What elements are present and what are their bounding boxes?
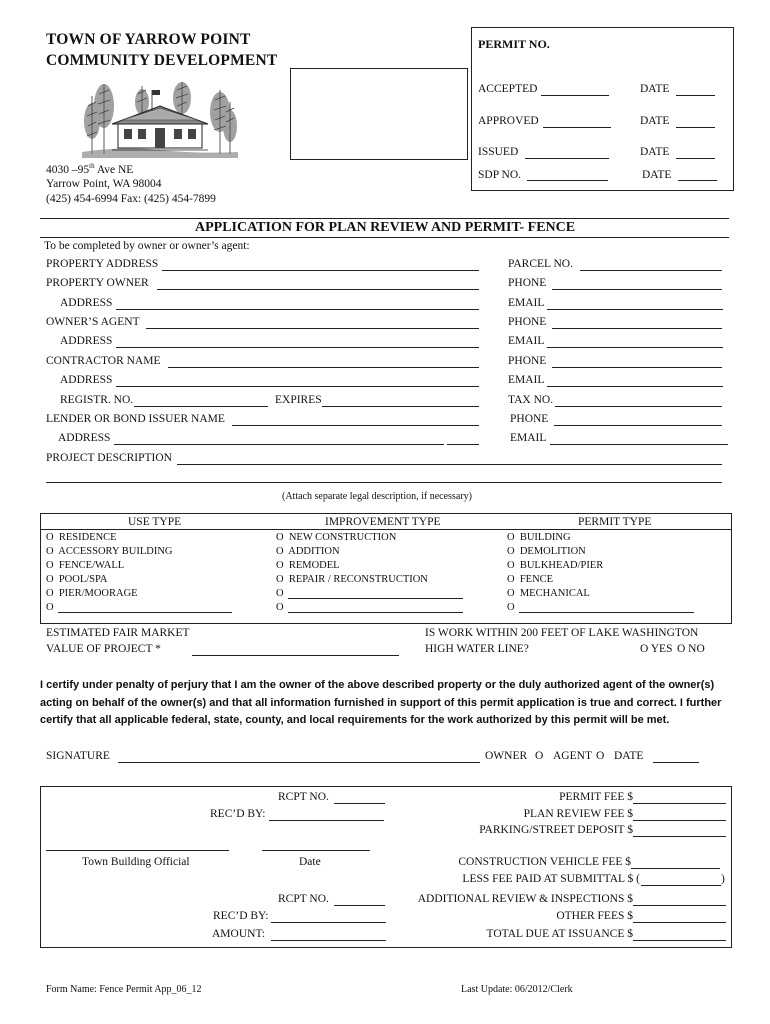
permit-bulkhead-pier[interactable] xyxy=(507,560,603,571)
owner-phone-label: PHONE xyxy=(508,277,547,289)
radio-icon: O xyxy=(507,560,515,571)
lender-email-label: EMAIL xyxy=(510,432,547,444)
approved-label: APPROVED xyxy=(478,115,539,127)
recd-by-label-2: REC’D BY: xyxy=(213,910,269,922)
owner-address-label: ADDRESS xyxy=(60,297,113,309)
owner-phone-line[interactable] xyxy=(552,289,722,290)
contractor-address-label: ADDRESS xyxy=(60,374,113,386)
radio-icon: O xyxy=(507,574,515,585)
use-residence[interactable] xyxy=(46,532,117,543)
official-date-line[interactable] xyxy=(262,850,370,851)
radio-icon: O xyxy=(46,546,54,557)
use-accessory-building-label: ACCESSORY BUILDING xyxy=(58,546,173,557)
improvement-repair-label: REPAIR / RECONSTRUCTION xyxy=(288,574,428,585)
signature-date-label: DATE xyxy=(614,750,644,762)
lender-email-line[interactable] xyxy=(550,444,728,445)
agent-phone-line[interactable] xyxy=(552,328,722,329)
improvement-remodel-label: REMODEL xyxy=(288,560,340,571)
lake-no-option[interactable]: O NO xyxy=(677,643,705,655)
stamp-box xyxy=(290,68,468,160)
value-line[interactable] xyxy=(192,655,399,656)
address-sup: th xyxy=(89,162,95,170)
additional-review-line[interactable] xyxy=(633,905,726,906)
recd-by-line-2[interactable] xyxy=(271,922,386,923)
project-description-line[interactable] xyxy=(177,464,722,465)
last-update-footer: Last Update: 06/2012/Clerk xyxy=(461,984,573,995)
project-description-line-2[interactable] xyxy=(46,482,722,483)
org-name-line1: TOWN OF YARROW POINT xyxy=(46,31,251,48)
expires-label: EXPIRES xyxy=(275,394,322,406)
expires-line[interactable] xyxy=(322,406,479,407)
owner-option[interactable]: O xyxy=(535,750,544,762)
radio-icon: O xyxy=(507,546,515,557)
improvement-repair[interactable] xyxy=(276,574,428,585)
official-date-label: Date xyxy=(299,856,321,868)
sdp-date-label: DATE xyxy=(642,169,672,181)
town-address xyxy=(46,162,133,176)
construction-vehicle-fee-line[interactable] xyxy=(631,868,720,869)
improvement-type-header: IMPROVEMENT TYPE xyxy=(325,516,441,528)
additional-review-label: ADDITIONAL REVIEW & INSPECTIONS $ xyxy=(417,893,633,905)
improvement-other-2-line[interactable] xyxy=(288,612,463,613)
radio-icon: O xyxy=(46,602,54,613)
radio-icon: O xyxy=(276,588,284,599)
official-label: Town Building Official xyxy=(82,856,190,868)
contractor-email-line[interactable] xyxy=(547,386,723,387)
permit-bulkhead-pier-label: BULKHEAD/PIER xyxy=(519,560,604,571)
approved-line[interactable] xyxy=(543,127,611,128)
town-hall-logo xyxy=(82,76,238,158)
property-owner-label: PROPERTY OWNER xyxy=(46,277,149,289)
improvement-remodel[interactable] xyxy=(276,560,340,571)
improvement-new-construction-label: NEW CONSTRUCTION xyxy=(288,532,397,543)
org-name-line2: COMMUNITY DEVELOPMENT xyxy=(46,52,278,69)
agent-address-line[interactable] xyxy=(116,347,479,348)
permit-fee-line[interactable] xyxy=(633,803,726,804)
radio-icon: O xyxy=(46,560,54,571)
use-pier-moorage-label: PIER/MOORAGE xyxy=(58,588,138,599)
address-prefix: 4030 –95 xyxy=(46,163,90,176)
type-box-header-rule xyxy=(41,529,731,530)
contractor-name-line[interactable] xyxy=(168,367,479,368)
rcpt-no-label-2: RCPT NO. xyxy=(278,893,329,905)
instruction-text: To be completed by owner or owner’s agent: xyxy=(44,240,250,252)
lake-question-line1: IS WORK WITHIN 200 FEET OF LAKE WASHINGTON xyxy=(425,627,699,639)
approved-date-line[interactable] xyxy=(676,127,715,128)
radio-icon: O xyxy=(507,588,515,599)
owner-email-line[interactable] xyxy=(547,309,723,310)
use-pool-spa[interactable] xyxy=(46,574,107,585)
rcpt-no-label-1: RCPT NO. xyxy=(278,791,329,803)
permit-type-header: PERMIT TYPE xyxy=(578,516,652,528)
less-fee-paid-label: LESS FEE PAID AT SUBMITTAL $ ( xyxy=(462,873,640,885)
lender-phone-label: PHONE xyxy=(510,413,549,425)
lender-line[interactable] xyxy=(232,425,479,426)
use-fence-wall[interactable] xyxy=(46,560,124,571)
parking-deposit-label: PARKING/STREET DEPOSIT $ xyxy=(479,824,633,836)
contractor-email-label: EMAIL xyxy=(508,374,545,386)
agent-email-label: EMAIL xyxy=(508,335,545,347)
agent-email-line[interactable] xyxy=(547,347,723,348)
accepted-label: ACCEPTED xyxy=(478,83,538,95)
project-description-label: PROJECT DESCRIPTION xyxy=(46,452,172,464)
radio-icon: O xyxy=(46,588,54,599)
amount-line[interactable] xyxy=(271,940,386,941)
owner-option-label: OWNER xyxy=(485,750,528,762)
tax-no-line[interactable] xyxy=(555,406,722,407)
contractor-address-line[interactable] xyxy=(116,386,479,387)
other-fees-line[interactable] xyxy=(633,922,726,923)
radio-icon: O xyxy=(276,602,284,613)
radio-icon: O xyxy=(276,574,284,585)
contractor-name-label: CONTRACTOR NAME xyxy=(46,355,161,367)
certification-text: I certify under penalty of perjury that I am the owner of the above described property or the duly authorized agent of the owner(s) acting on behalf of the owner(s) and that all information furnished in support of this permit application is true and correct. I further certify that all applicable federal, state, county, and local requirements for the work authorized by this permit will be met. xyxy=(40,679,722,726)
owner-email-label: EMAIL xyxy=(508,297,545,309)
owners-agent-line[interactable] xyxy=(146,328,479,329)
lender-phone-line[interactable] xyxy=(554,425,722,426)
parcel-no-line[interactable] xyxy=(580,270,722,271)
permit-demolition[interactable] xyxy=(507,546,586,557)
address-suffix: Ave NE xyxy=(94,163,134,176)
signature-date-line[interactable] xyxy=(653,762,699,763)
sdp-date-line[interactable] xyxy=(678,180,717,181)
permit-fee-label: PERMIT FEE $ xyxy=(559,791,633,803)
registr-no-label: REGISTR. NO. xyxy=(60,394,134,406)
lake-yes-option[interactable]: O YES xyxy=(640,643,673,655)
radio-icon: O xyxy=(507,602,515,613)
construction-vehicle-fee-label: CONSTRUCTION VEHICLE FEE $ xyxy=(458,856,631,868)
use-other-line[interactable] xyxy=(58,612,232,613)
rcpt-no-line-2[interactable] xyxy=(334,905,385,906)
permit-building[interactable] xyxy=(507,532,571,543)
permit-other-line[interactable] xyxy=(519,612,694,613)
sdp-no-line[interactable] xyxy=(527,180,608,181)
parcel-no-label: PARCEL NO. xyxy=(508,258,573,270)
use-pier-moorage[interactable] xyxy=(46,588,138,599)
town-city: Yarrow Point, WA 98004 xyxy=(46,178,162,190)
form-name-footer: Form Name: Fence Permit App_06_12 xyxy=(46,984,202,995)
registr-no-line[interactable] xyxy=(134,406,268,407)
agent-address-label: ADDRESS xyxy=(60,335,113,347)
property-address-line[interactable] xyxy=(162,270,479,271)
sdp-no-label: SDP NO. xyxy=(478,169,522,181)
plan-review-fee-label: PLAN REVIEW FEE $ xyxy=(523,808,633,820)
amount-label: AMOUNT: xyxy=(212,928,266,940)
value-label-line1: ESTIMATED FAIR MARKET xyxy=(46,627,190,639)
property-address-label: PROPERTY ADDRESS xyxy=(46,258,159,270)
agent-phone-label: PHONE xyxy=(508,316,547,328)
use-accessory-building[interactable] xyxy=(46,546,173,557)
signature-label: SIGNATURE xyxy=(46,750,110,762)
official-signature-line[interactable] xyxy=(46,850,229,851)
use-residence-label: RESIDENCE xyxy=(58,532,117,543)
accepted-line[interactable] xyxy=(541,95,609,96)
use-type-header: USE TYPE xyxy=(128,516,182,528)
total-due-line[interactable] xyxy=(633,940,726,941)
owner-address-line[interactable] xyxy=(116,309,479,310)
lake-question-line2: HIGH WATER LINE? xyxy=(425,643,529,655)
signature-line[interactable] xyxy=(118,762,480,763)
radio-icon: O xyxy=(46,532,54,543)
agent-option[interactable]: O xyxy=(596,750,605,762)
lender-address-line[interactable] xyxy=(114,444,444,445)
permit-demolition-label: DEMOLITION xyxy=(519,546,586,557)
permit-mechanical-label: MECHANICAL xyxy=(519,588,590,599)
less-fee-paid-close: ) xyxy=(721,873,725,885)
improvement-addition-label: ADDITION xyxy=(288,546,340,557)
contractor-phone-label: PHONE xyxy=(508,355,547,367)
lender-label: LENDER OR BOND ISSUER NAME xyxy=(46,413,225,425)
issued-date-label: DATE xyxy=(640,146,670,158)
use-pool-spa-label: POOL/SPA xyxy=(58,574,108,585)
approved-date-label: DATE xyxy=(640,115,670,127)
parking-deposit-line[interactable] xyxy=(633,836,726,837)
lender-address-label: ADDRESS xyxy=(58,432,111,444)
radio-icon: O xyxy=(276,560,284,571)
radio-icon: O xyxy=(507,532,515,543)
improvement-other-1[interactable] xyxy=(276,588,284,599)
improvement-other-2[interactable] xyxy=(276,602,284,613)
permit-building-label: BUILDING xyxy=(519,532,571,543)
contractor-phone-line[interactable] xyxy=(552,367,722,368)
form-title: APPLICATION FOR PLAN REVIEW AND PERMIT- FENCE xyxy=(195,220,576,235)
other-fees-label: OTHER FEES $ xyxy=(556,910,633,922)
accepted-date-label: DATE xyxy=(640,83,670,95)
use-fence-wall-label: FENCE/WALL xyxy=(58,560,125,571)
permit-other[interactable] xyxy=(507,602,515,613)
issued-date-line[interactable] xyxy=(676,158,715,159)
value-label-line2: VALUE OF PROJECT * xyxy=(46,643,161,655)
permit-mechanical[interactable] xyxy=(507,588,590,599)
radio-icon: O xyxy=(276,546,284,557)
permit-fence-label: FENCE xyxy=(519,574,554,585)
plan-review-fee-line[interactable] xyxy=(633,820,726,821)
improvement-other-1-line[interactable] xyxy=(288,598,463,599)
agent-option-label: AGENT xyxy=(553,750,592,762)
radio-icon: O xyxy=(276,532,284,543)
town-contact: (425) 454-6994 Fax: (425) 454-7899 xyxy=(46,193,216,205)
total-due-label: TOTAL DUE AT ISSUANCE $ xyxy=(486,928,633,940)
rcpt-no-line-1[interactable] xyxy=(334,803,385,804)
lender-address-line-2[interactable] xyxy=(447,444,479,445)
attach-note: (Attach separate legal description, if necessary) xyxy=(282,491,472,502)
issued-label: ISSUED xyxy=(478,146,519,158)
owners-agent-label: OWNER’S AGENT xyxy=(46,316,140,328)
accepted-date-line[interactable] xyxy=(676,95,715,96)
improvement-addition[interactable] xyxy=(276,546,340,557)
less-fee-paid-line[interactable] xyxy=(641,885,721,886)
issued-line[interactable] xyxy=(525,158,609,159)
use-other[interactable] xyxy=(46,602,54,613)
tax-no-label: TAX NO. xyxy=(508,394,554,406)
property-owner-line[interactable] xyxy=(157,289,479,290)
recd-by-line-1[interactable] xyxy=(269,820,384,821)
improvement-new-construction[interactable] xyxy=(276,532,396,543)
permit-fence[interactable] xyxy=(507,574,553,585)
radio-icon: O xyxy=(46,574,54,585)
permit-no-label: PERMIT NO. xyxy=(478,37,550,51)
recd-by-label-1: REC’D BY: xyxy=(210,808,266,820)
